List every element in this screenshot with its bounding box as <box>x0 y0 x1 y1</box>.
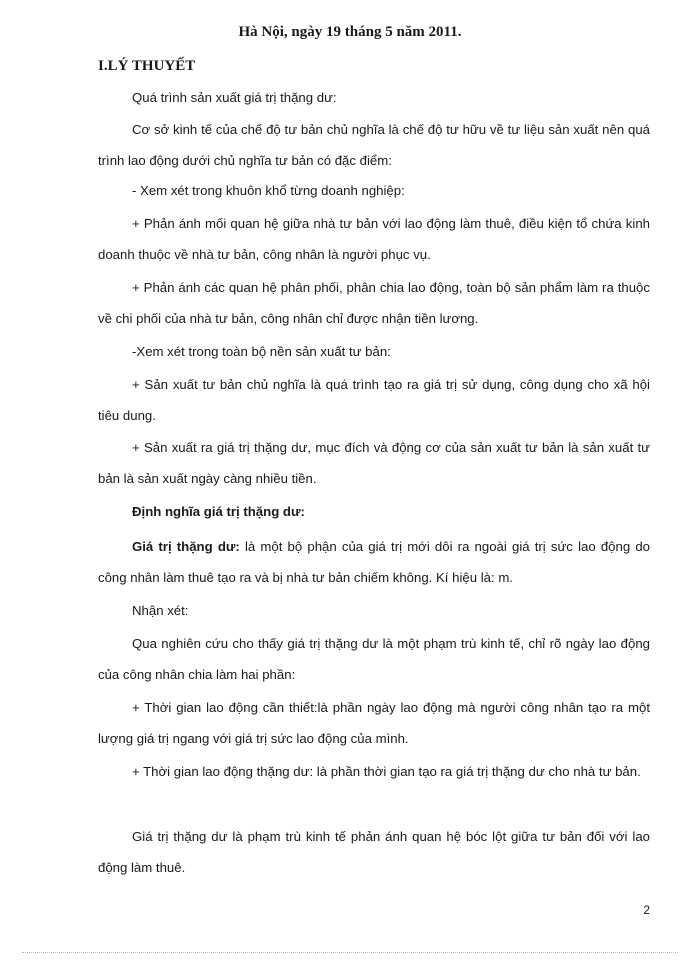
paragraph-11: Nhận xét: <box>132 603 189 618</box>
definition-heading: Định nghĩa giá trị thặng dư: <box>132 504 305 519</box>
paragraph-14: + Thời gian lao động thặng dư: là phần thời gian tạo ra giá trị thặng dư cho nhà tư bản. <box>132 764 641 779</box>
paragraph-2: Cơ sở kinh tế của chế độ tư bản chủ nghĩa là chế độ tư hữu về tư liệu sản xuất nên quá trình lao động dưới chủ nghĩa tư bản có đặc điểm: <box>98 122 650 168</box>
page-bottom-divider <box>22 952 678 953</box>
definition-text: là một bộ phận của giá trị mới dôi ra ngoài giá trị sức lao động do công nhân làm thuê tạo ra và bị nhà tư bản chiếm không. Kí hiệu là: m. <box>98 539 650 585</box>
definition-paragraph <box>98 531 650 593</box>
section-heading: I.LÝ THUYẾT <box>98 58 196 74</box>
definition-term: Giá trị thặng dư: <box>132 539 240 554</box>
paragraph-5: + Phản ánh các quan hệ phân phối, phân chia lao động, toàn bộ sản phẩm làm ra thuộc về chi phối của nhà tư bản, công nhân chỉ được nhận tiền lương. <box>98 280 650 326</box>
paragraph-6: -Xem xét trong toàn bộ nền sản xuất tư bản: <box>132 344 391 359</box>
date-line: Hà Nội, ngày 19 tháng 5 năm 2011. <box>238 24 462 40</box>
paragraph-13: + Thời gian lao động cần thiết:là phần ngày lao động mà người công nhân tạo ra một lượng giá trị ngang với giá trị sức lao động của mình. <box>98 700 650 746</box>
paragraph-3: - Xem xét trong khuôn khổ từng doanh nghiệp: <box>132 183 405 198</box>
paragraph-7: + Sản xuất tư bản chủ nghĩa là quá trình tạo ra giá trị sử dụng, công dụng cho xã hội tiêu dung. <box>98 377 650 423</box>
paragraph-8: + Sản xuất ra giá trị thặng dư, mục đích và động cơ của sản xuất tư bản là sản xuất tư bản là sản xuất ngày càng nhiều tiền. <box>98 440 650 486</box>
paragraph-15: Giá trị thặng dư là phạm trù kinh tế phản ánh quan hệ bóc lột giữa tư bản đối với lao động làm thuê. <box>98 829 650 875</box>
paragraph-12: Qua nghiên cứu cho thấy giá trị thặng dư là một phạm trù kinh tế, chỉ rõ ngày lao động của công nhân chia làm hai phần: <box>98 636 650 682</box>
paragraph-4: + Phản ánh mối quan hệ giữa nhà tư bản với lao động làm thuê, điều kiện tổ chứa kinh doanh thuộc về nhà tư bản, công nhân là người phục vụ. <box>98 216 650 262</box>
paragraph-1: Quá trình sản xuất giá trị thặng dư: <box>132 90 337 105</box>
page-number: 2 <box>643 903 650 917</box>
